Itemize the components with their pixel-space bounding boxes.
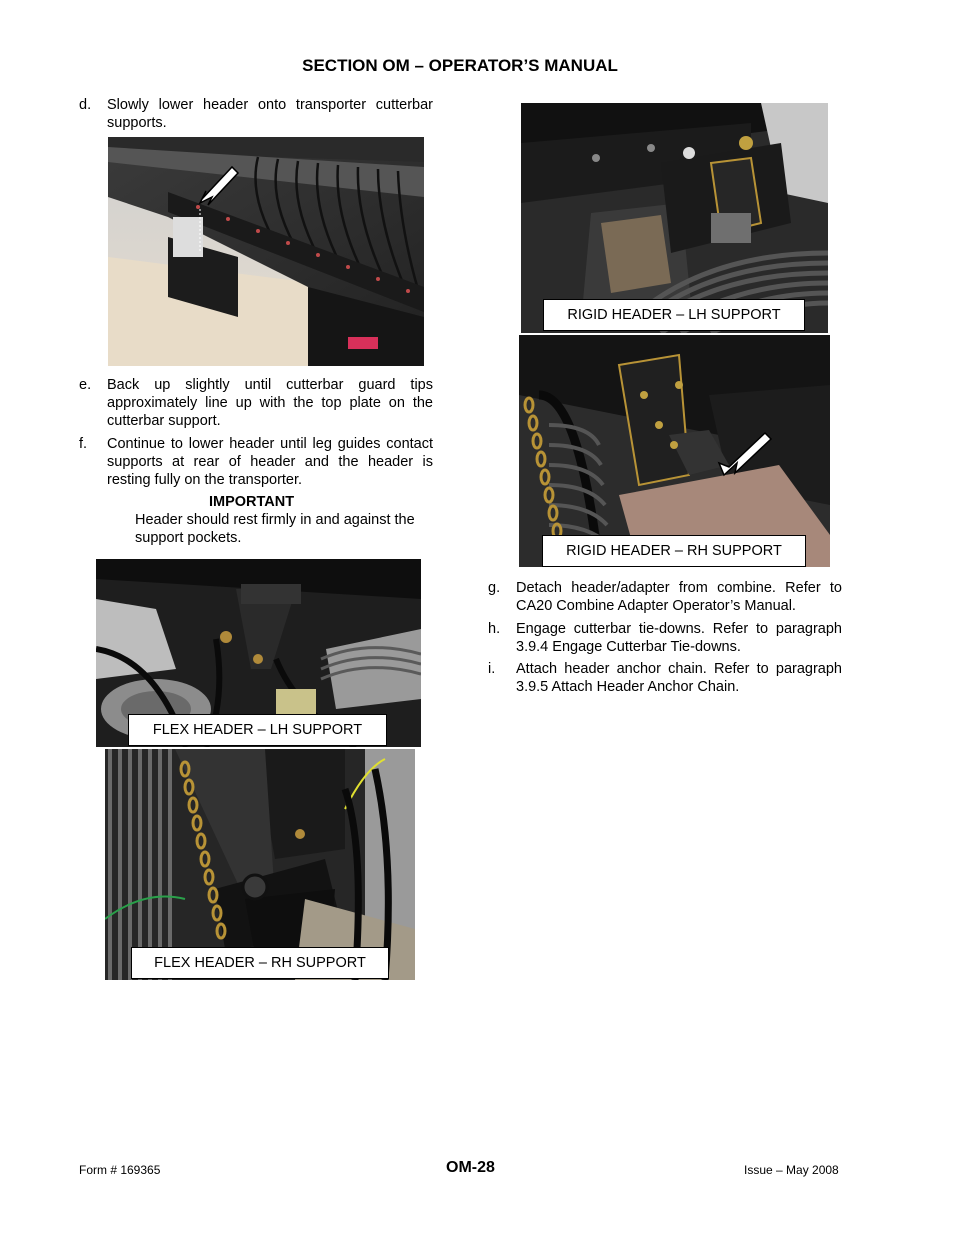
photo-rigid-rh-support: [519, 335, 830, 567]
step-h: [488, 620, 842, 656]
step-f-text: Continue to lower header until leg guides contact supports at rear of header and the header is resting fully on the transporter.: [107, 436, 433, 488]
step-i: [488, 660, 842, 696]
step-h-letter: h.: [488, 621, 501, 637]
step-g-text: Detach header/adapter from combine. Refer to CA20 Combine Adapter Operator’s Manual.: [516, 580, 842, 614]
photo-header-lowering: [108, 137, 424, 366]
step-e: [79, 376, 433, 430]
step-g-letter: g.: [488, 580, 501, 596]
step-d: [79, 96, 433, 132]
step-d-letter: d.: [79, 97, 92, 113]
caption-rigid-rh: RIGID HEADER – RH SUPPORT: [542, 535, 806, 567]
step-h-text: Engage cutterbar tie-downs. Refer to paragraph 3.9.4 Engage Cutterbar Tie-downs.: [516, 621, 842, 655]
step-f: [79, 435, 433, 489]
step-e-text: Back up slightly until cutterbar guard tips approximately line up with the top plate on the cutterbar support.: [107, 377, 433, 429]
caption-flex-rh: FLEX HEADER – RH SUPPORT: [131, 947, 389, 979]
photo-flex-rh-support: [105, 749, 415, 980]
step-d-text: Slowly lower header onto transporter cutterbar supports.: [107, 97, 433, 131]
caption-flex-lh: FLEX HEADER – LH SUPPORT: [128, 714, 387, 746]
footer-page-number: OM-28: [446, 1159, 495, 1176]
step-i-letter: i.: [488, 661, 496, 677]
important-text: Header should rest firmly in and against the support pockets.: [135, 512, 415, 546]
footer-form-number: Form # 169365: [79, 1163, 161, 1177]
caption-rigid-lh: RIGID HEADER – LH SUPPORT: [543, 299, 805, 331]
important-title: IMPORTANT: [209, 494, 295, 510]
step-f-letter: f.: [79, 436, 88, 452]
footer-issue: Issue – May 2008: [744, 1163, 839, 1177]
section-title: SECTION OM – OPERATOR’S MANUAL: [302, 56, 618, 75]
step-e-letter: e.: [79, 377, 92, 393]
step-g: [488, 579, 842, 615]
step-i-text: Attach header anchor chain. Refer to paragraph 3.9.5 Attach Header Anchor Chain.: [516, 661, 842, 695]
